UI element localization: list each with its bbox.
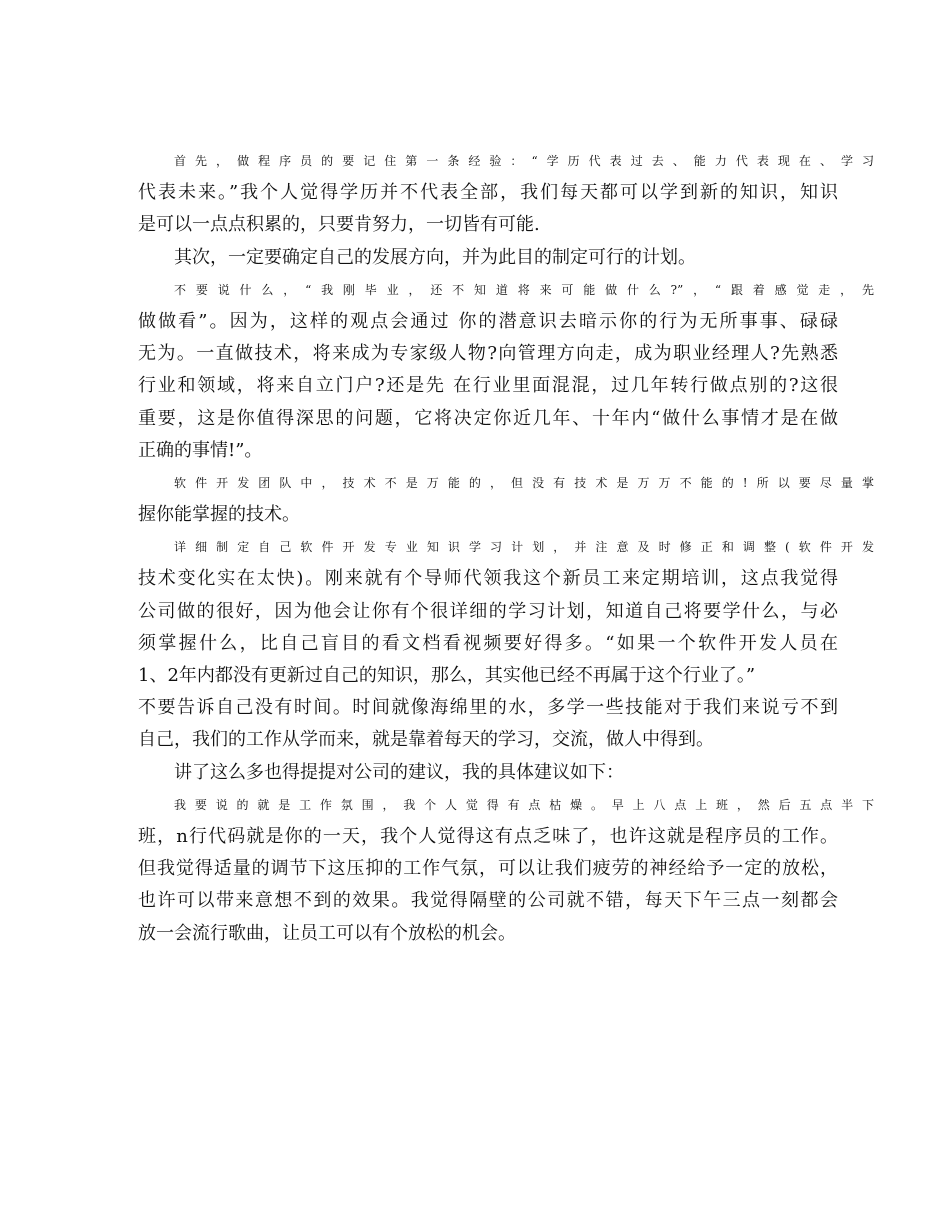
text-line: 软件开发团队中，技术不是万能的，但没有技术是万万不能的!所以要尽量掌	[174, 475, 874, 490]
text-line: 技术变化实在太快)。刚来就有个导师代领我这个新员工来定期培训，这点我觉得	[138, 568, 838, 590]
text-line: 班，n行代码就是你的一天，我个人觉得这有点乏味了，也许这就是程序员的工作。	[138, 825, 838, 847]
text-line: 也许可以带来意想不到的效果。我觉得隔壁的公司就不错，每天下午三点一刻都会	[138, 890, 838, 912]
text-line: 其次，一定要确定自己的发展方向，并为此目的制定可行的计划。	[174, 246, 696, 268]
text-line: 讲了这么多也得提提对公司的建议，我的具体建议如下：	[174, 761, 624, 783]
text-line: 放一会流行歌曲，让员工可以有个放松的机会。	[138, 922, 516, 944]
text-line: 握你能掌握的技术。	[138, 504, 300, 526]
text-line: 做做看”。因为，这样的观点会通过 你的潜意识去暗示你的行为无所事事、碌碌	[138, 310, 838, 332]
text-line: 不要说什么，“我刚毕业，还不知道将来可能做什么?”，“跟着感觉走，先	[174, 282, 874, 297]
text-line: 公司做的很好，因为他会让你有个很详细的学习计划，知道自己将要学什么，与必	[138, 600, 838, 622]
text-line: 行业和领域，将来自立门户?还是先 在行业里面混混，过几年转行做点别的?这很	[138, 375, 838, 397]
text-line: 但我觉得适量的调节下这压抑的工作气氛，可以让我们疲劳的神经给予一定的放松，	[138, 858, 838, 880]
text-line: 须掌握什么，比自己盲目的看文档看视频要好得多。“如果一个软件开发人员在	[138, 632, 838, 654]
text-line: 我要说的就是工作氛围，我个人觉得有点枯燥。早上八点上班，然后五点半下	[174, 797, 874, 812]
text-line: 代表未来。”我个人觉得学历并不代表全部，我们每天都可以学到新的知识，知识	[138, 182, 838, 204]
text-line: 无为。一直做技术，将来成为专家级人物?向管理方向走，成为职业经理人?先熟悉	[138, 343, 838, 365]
text-line: 首先，做程序员的要记住第一条经验：“学历代表过去、能力代表现在、学习	[174, 154, 874, 168]
text-line: 正确的事情!”。	[138, 439, 263, 461]
text-line: 重要，这是你值得深思的问题，它将决定你近几年、十年内“做什么事情才是在做	[138, 407, 838, 429]
text-line: 详细制定自己软件开发专业知识学习计划，并注意及时修正和调整(软件开发	[174, 540, 874, 555]
text-line: 是可以一点点积累的，只要肯努力，一切皆有可能.	[138, 214, 540, 236]
text-line: 自己，我们的工作从学而来，就是靠着每天的学习，交流，做人中得到。	[138, 729, 714, 751]
text-line: 不要告诉自己没有时间。时间就像海绵里的水，多学一些技能对于我们来说亏不到	[138, 697, 838, 719]
document-body	[138, 145, 874, 950]
text-line: 1、2年内都没有更新过自己的知识，那么，其实他已经不再属于这个行业了。”	[138, 665, 756, 686]
